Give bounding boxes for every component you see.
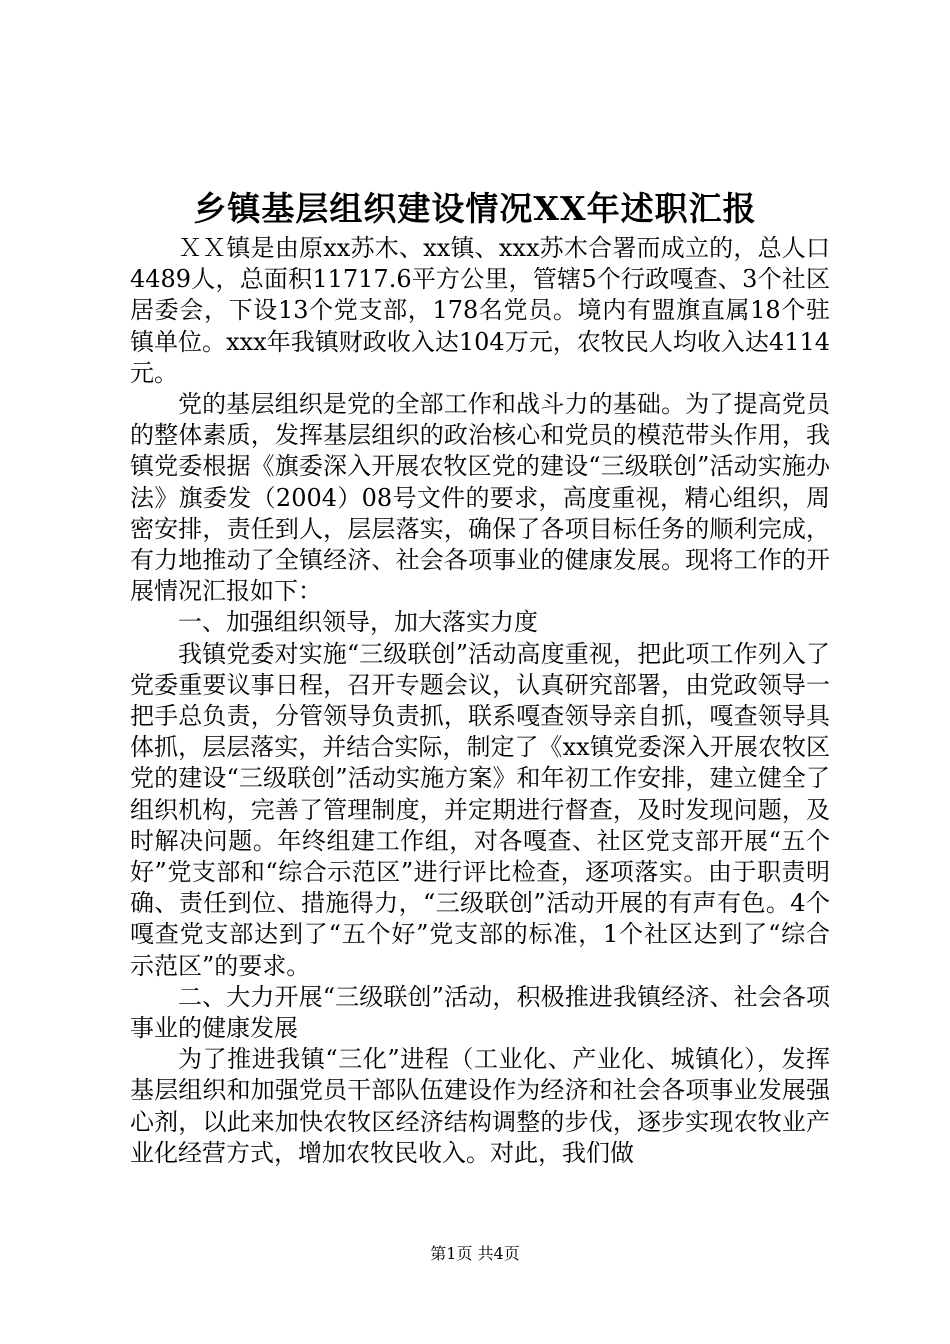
paragraph-section-2: 为了推进我镇“三化”进程（工业化、产业化、城镇化），发挥基层组织和加强党员干部队伍建设作为经济和社会各项事业发展强心剂，以此来加快农牧区经济结构调整的步伐，逐步实现农牧业产业化经营方式，增加农牧民收入。对此，我们做 — [130, 1045, 830, 1167]
paragraph-background: 党的基层组织是党的全部工作和战斗力的基础。为了提高党员的整体素质，发挥基层组织的政治核心和党员的模范带头作用，我镇党委根据《旗委深入开展农牧区党的建设“三级联创”活动实施办法》旗委发（2004）08号文件的要求，高度重视，精心组织，周密安排，责任到人，层层落实，确保了各项目标任务的顺利完成，有力地推动了全镇经济、社会各项事业的健康发展。现将工作的开展情况汇报如下： — [130, 390, 830, 606]
section-heading-1: 一、加强组织领导，加大落实力度 — [178, 608, 538, 637]
paragraph-section-1: 我镇党委对实施“三级联创”活动高度重视，把此项工作列入了党委重要议事日程，召开专题会议，认真研究部署，由党政领导一把手总负责，分管领导负责抓，联系嘎查领导亲自抓，嘎查领导具体抓，层层落实，并结合实际，制定了《xx镇党委深入开展农牧区党的建设“三级联创”活动实施方案》和年初工作安排，建立健全了组织机构，完善了管理制度，并定期进行督查，及时发现问题，及时解决问题。年终组建工作组，对各嘎查、社区党支部开展“五个好”党支部和“综合示范区”进行评比检查，逐项落实。由于职责明确、责任到位、措施得力，“三级联创”活动开展的有声有色。4个嘎查党支部达到了“五个好”党支部的标准，1个社区达到了“综合示范区”的要求。 — [130, 639, 830, 980]
document-title: 乡镇基层组织建设情况XX年述职汇报 — [193, 189, 757, 228]
document-body — [130, 233, 830, 1169]
paragraph-intro: ＸＸ镇是由原xx苏木、xx镇、xxx苏木合署而成立的，总人口4489人，总面积11717.6平方公里，管辖5个行政嘎查、3个社区居委会，下设13个党支部，178名党员。境内有盟旗直属18个驻镇单位。xxx年我镇财政收入达104万元，农牧民人均收入达4114元。 — [130, 234, 830, 387]
section-heading-2: 二、大力开展“三级联创”活动，积极推进我镇经济、社会各项事业的健康发展 — [130, 982, 830, 1043]
page-number-footer: 第1页 共4页 — [430, 1244, 520, 1263]
